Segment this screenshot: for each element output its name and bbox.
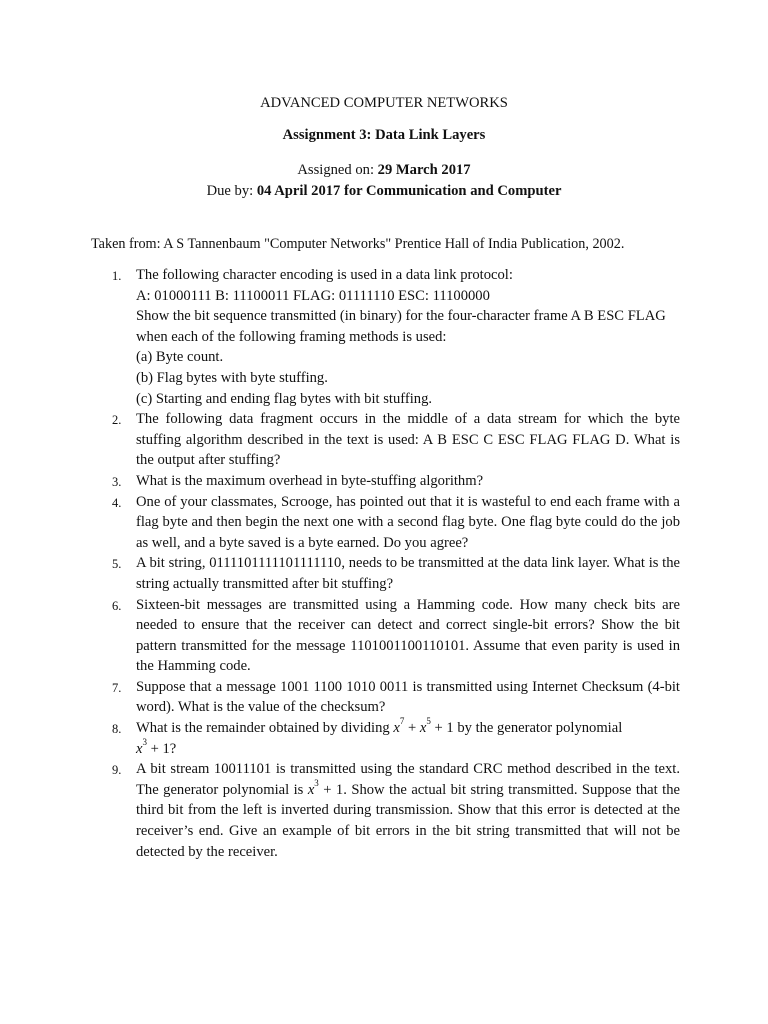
question-number: 4. — [112, 495, 122, 510]
question-text-part: What is the remainder obtained by dividing — [136, 720, 394, 737]
question-number: 3. — [112, 474, 122, 489]
question-number: 7. — [112, 680, 122, 695]
assigned-label: Assigned on: — [297, 162, 378, 178]
question-item — [112, 718, 680, 759]
question-text-part: + 1? — [146, 740, 177, 757]
assignment-title: Assignment 3: Data Link Layers — [282, 127, 486, 143]
question-item — [112, 265, 680, 409]
course-title: ADVANCED COMPUTER NETWORKS — [260, 95, 508, 111]
question-text: Sixteen-bit messages are transmitted using a Hamming code. How many check bits are needed to ensure that the receiver can detect and correct single-bit errors? Show the bit pattern transmitted for the message 1101001100110101. Assume that even parity is used in the Hamming code. — [136, 596, 680, 675]
question-text — [136, 761, 680, 859]
question-number: 6. — [112, 598, 122, 613]
question-text — [136, 716, 623, 757]
question-text: What is the maximum overhead in byte-stuffing algorithm? — [136, 472, 484, 489]
question-text: (c) Starting and ending flag bytes with bit stuffing. — [136, 390, 433, 407]
due-label: Due by: — [206, 183, 257, 199]
variable-x: x — [393, 720, 400, 737]
question-item — [112, 595, 680, 677]
exponent: 7 — [399, 716, 405, 727]
question-text: (a) Byte count. — [136, 349, 224, 366]
due-by-line — [0, 181, 768, 201]
question-item — [112, 492, 680, 554]
question-text: A: 01000111 B: 11100011 FLAG: 01111110 ESC: 11100000 — [136, 287, 490, 304]
assigned-date: 29 March 2017 — [377, 162, 471, 178]
question-item — [112, 677, 680, 718]
variable-x: x — [307, 781, 315, 798]
question-text: (b) Flag bytes with byte stuffing. — [136, 369, 328, 386]
question-item — [112, 409, 680, 471]
variable-x: x — [419, 720, 427, 737]
question-number: 2. — [112, 413, 122, 428]
source-reference: Taken from: A S Tannenbaum "Computer Networks" Prentice Hall of India Publication, 2002. — [91, 236, 625, 252]
question-number: 9. — [112, 763, 122, 778]
question-item — [112, 553, 680, 594]
question-text: The following data fragment occurs in the middle of a data stream for which the byte stuffing algorithm described in the text is used: A B ESC C ESC FLAG FLAG D. What is the output after stuffing? — [136, 411, 680, 469]
question-text: One of your classmates, Scrooge, has pointed out that it is wasteful to end each frame with a flag byte and then begin the next one with a second flag byte. One flag byte could do the job as well, and a byte saved is a byte earned. Do you agree? — [136, 493, 680, 551]
plus-sign: + — [404, 720, 420, 737]
question-list — [112, 265, 680, 862]
exponent: 3 — [142, 736, 147, 747]
question-text: A bit string, 0111101111101111110, needs to be transmitted at the data link layer. What is the string actually transmitted after bit stuffing? — [136, 555, 680, 592]
assigned-on-line — [0, 160, 768, 180]
exponent: 3 — [314, 777, 319, 788]
question-number: 8. — [112, 722, 122, 737]
question-item — [112, 471, 680, 492]
question-text-part: A bit stream 10011101 is transmitted using the standard CRC method described in the text. The generator polynomial is — [136, 761, 680, 798]
question-number: 1. — [112, 269, 122, 283]
exponent: 5 — [426, 716, 431, 727]
question-text: Suppose that a message 1001 1100 1010 0011 is transmitted using Internet Checksum (4-bit word). What is the value of the checksum? — [136, 678, 680, 716]
due-value: 04 April 2017 for Communication and Computer — [256, 183, 562, 199]
question-number: 5. — [112, 557, 122, 572]
question-text: Show the bit sequence transmitted (in binary) for the four-character frame A B ESC FLAG when each of the following framing methods is used: — [136, 308, 666, 345]
question-text-part: + 1 by the generator polynomial — [430, 720, 623, 737]
question-item — [112, 759, 680, 862]
question-text: The following character encoding is used in a data link protocol: — [136, 267, 513, 283]
variable-x: x — [136, 740, 143, 757]
question-text-part: + 1. Show the actual bit string transmitted. Suppose that the third bit from the left is inverted during transmission. Show that this error is detected at the receiver’s end. Give an example of bit errors in the bit string transmitted that will not be detected by the receiver. — [136, 781, 680, 860]
